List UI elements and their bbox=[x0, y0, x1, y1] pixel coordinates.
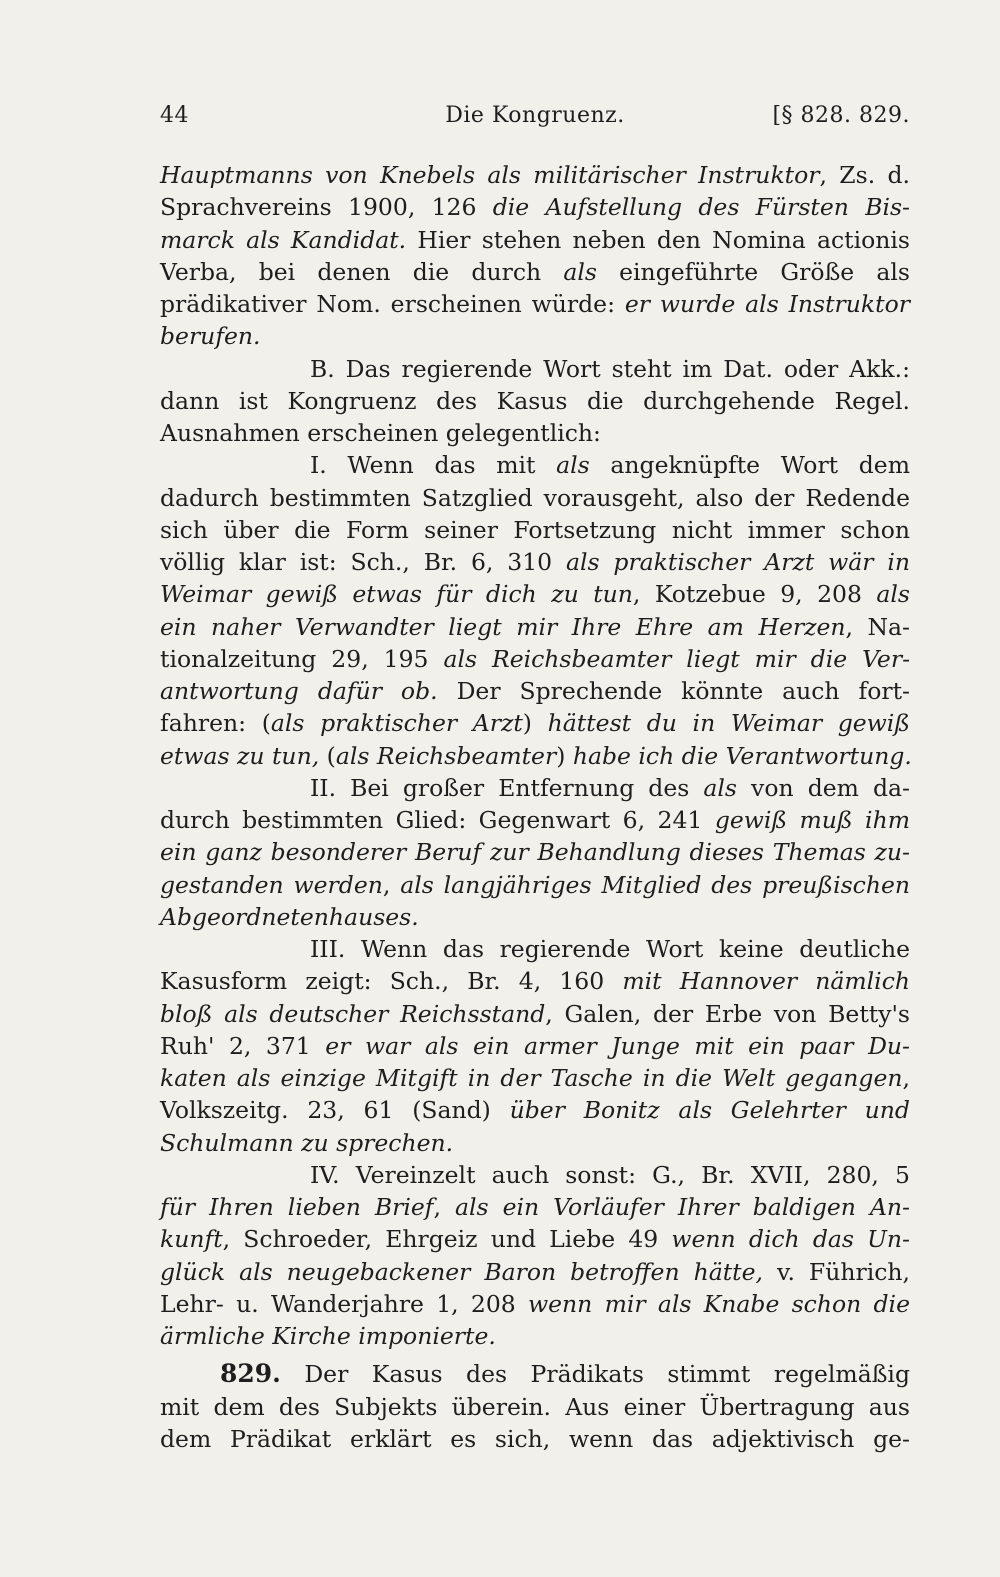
section-829-heading-line: 829. Der Kasus des Prädikats stimmt regelmäßig bbox=[220, 1359, 910, 1389]
text-line: I. Wenn das mit als angeknüpfte Wort dem bbox=[310, 451, 911, 480]
text-line: Verba, bei denen die durch als eingeführte Größe als bbox=[160, 257, 910, 286]
text-line: kunft, Schroeder, Ehrgeiz und Liebe 49 wenn dich das Un- bbox=[160, 1225, 910, 1254]
text-line: katen als einzige Mitgift in der Tasche in die Welt gegangen, bbox=[160, 1064, 910, 1092]
text-line: völlig klar ist: Sch., Br. 6, 310 als praktischer Arzt wär in bbox=[160, 548, 910, 576]
text-line: Sprachvereins 1900, 126 die Aufstellung des Fürsten Bis- bbox=[160, 193, 910, 222]
text-line: Volkszeitg. 23, 61 (Sand) über Bonitz als Gelehrter und bbox=[160, 1096, 910, 1125]
text-line: Kasusform zeigt: Sch., Br. 4, 160 mit Hannover nämlich bbox=[160, 967, 910, 996]
text-line: Lehr- u. Wanderjahre 1, 208 wenn mir als Knabe schon die bbox=[160, 1289, 910, 1318]
text-line: marck als Kandidat. Hier stehen neben den Nomina actionis bbox=[160, 225, 910, 254]
text-line: sich über die Form seiner Fortsetzung nicht immer schon bbox=[160, 515, 910, 544]
text-line: Hauptmanns von Knebels als militärischer Instruktor, Zs. d. bbox=[160, 161, 910, 189]
text-line: IV. Vereinzelt auch sonst: G., Br. XVII, 280, 5 bbox=[310, 1160, 910, 1189]
running-header bbox=[160, 103, 910, 139]
text-line: antwortung dafür ob. Der Sprechende könnte auch fort- bbox=[160, 677, 910, 705]
section-range: [§ 828. 829. bbox=[772, 103, 910, 128]
text-line: II. Bei großer Entfernung des als von dem da- bbox=[310, 773, 910, 802]
text-line: bloß als deutscher Reichsstand, Galen, der Erbe von Betty's bbox=[160, 999, 910, 1028]
page-number: 44 bbox=[160, 103, 189, 128]
text-line: mit dem des Subjekts überein. Aus einer Übertragung aus bbox=[160, 1392, 910, 1421]
text-line: prädikativer Nom. erscheinen würde: er wurde als Instruktor bbox=[160, 290, 910, 318]
text-line: III. Wenn das regierende Wort keine deutliche bbox=[310, 935, 910, 963]
text-line: dadurch bestimmten Satzglied vorausgeht, also der Redende bbox=[160, 483, 910, 512]
text-line: für Ihren lieben Brief, als ein Vorläufer Ihrer baldigen An- bbox=[160, 1193, 910, 1221]
text-line: gestanden werden, als langjähriges Mitglied des preußischen bbox=[160, 870, 910, 899]
text-line: B. Das regierende Wort steht im Dat. oder Akk.: bbox=[310, 354, 910, 383]
text-line: Abgeordnetenhauses. bbox=[160, 902, 419, 931]
text-line: dann ist Kongruenz des Kasus die durchgehende Regel. bbox=[160, 386, 910, 415]
text-line: dem Prädikat erklärt es sich, wenn das adjektivisch ge- bbox=[160, 1424, 910, 1453]
text-line: Schulmann zu sprechen. bbox=[160, 1128, 454, 1157]
text-line: fahren: (als praktischer Arzt) hättest du in Weimar gewiß bbox=[160, 709, 910, 738]
text-line: ein ganz besonderer Beruf zur Behandlung dieses Themas zu- bbox=[160, 838, 910, 867]
text-line: ärmliche Kirche imponierte. bbox=[160, 1322, 496, 1350]
page-body bbox=[160, 159, 910, 1455]
chapter-title: Die Kongruenz. bbox=[445, 103, 625, 128]
text-line: ein naher Verwandter liegt mir Ihre Ehre am Herzen, Na- bbox=[160, 612, 910, 641]
text-line: Ausnahmen erscheinen gelegentlich: bbox=[160, 419, 601, 447]
text-line: etwas zu tun, (als Reichsbeamter) habe ich die Verantwortung. bbox=[160, 741, 912, 770]
text-line: glück als neugebackener Baron betroffen hätte, v. Führich, bbox=[160, 1257, 910, 1286]
text-line: durch bestimmten Glied: Gegenwart 6, 241 gewiß muß ihm bbox=[160, 806, 910, 834]
text-line: Weimar gewiß etwas für dich zu tun, Kotzebue 9, 208 als bbox=[160, 580, 910, 609]
text-line: berufen. bbox=[160, 322, 261, 351]
text-line: Ruh' 2, 371 er war als ein armer Junge mit ein paar Du- bbox=[160, 1031, 910, 1060]
text-line: tionalzeitung 29, 195 als Reichsbeamter liegt mir die Ver- bbox=[160, 644, 911, 673]
